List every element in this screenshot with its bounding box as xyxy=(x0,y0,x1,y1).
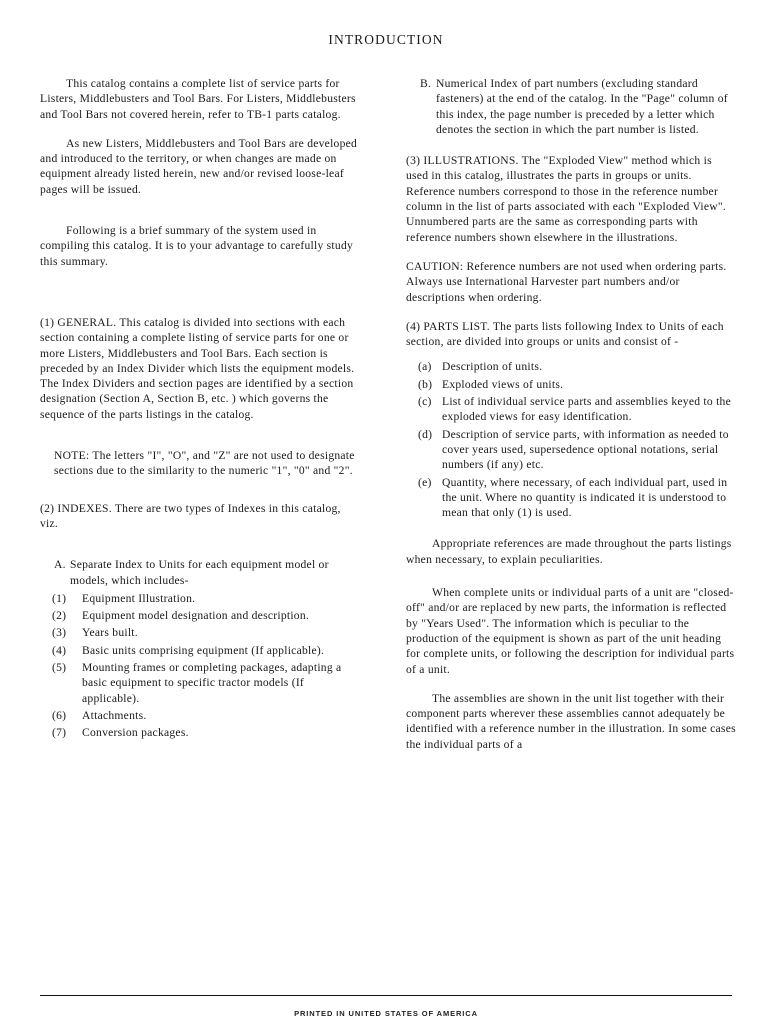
index-item-b-marker: B. xyxy=(420,77,432,90)
list-item-number: (e) xyxy=(418,475,432,489)
index-item-b xyxy=(406,76,736,137)
caution-note: CAUTION: Reference numbers are not used when ordering parts. Always use International Harvester part numbers and/or descriptions when ordering. xyxy=(406,259,727,304)
list-item xyxy=(406,377,736,392)
list-item-text: Years built. xyxy=(82,626,138,640)
list-item xyxy=(406,475,736,521)
right-column xyxy=(406,76,736,766)
list-item xyxy=(406,359,736,374)
list-item-number: (1) xyxy=(52,591,67,605)
list-item-text: Basic units comprising equipment (If applicable). xyxy=(82,643,325,657)
list-item-number: (b) xyxy=(418,377,433,391)
list-item xyxy=(406,394,736,425)
list-item-text: List of individual service parts and assemblies keyed to the exploded views for easy identification. xyxy=(442,395,731,424)
index-item-a-text: Separate Index to Units for each equipment model or models, which includes- xyxy=(70,558,329,587)
index-item-b-text: Numerical Index of part numbers (excluding standard fasteners) at the end of the catalog. In the "Page" column of this index, the page number is preceded by a letter which denotes the section in which the part number is listed. xyxy=(436,77,728,136)
note-block xyxy=(54,448,360,479)
list-item-number: (a) xyxy=(418,360,432,374)
list-item xyxy=(40,708,360,723)
paragraph-intro-3: Following is a brief summary of the system used in compiling this catalog. It is to your advantage to carefully study this summary. xyxy=(40,224,354,268)
list-item-text: Mounting frames or completing packages, adapting a basic equipment to specific tractor models (If applicable). xyxy=(82,661,342,705)
list-item-text: Description of units. xyxy=(442,360,543,374)
list-item xyxy=(40,643,360,658)
footer-note: PRINTED IN UNITED STATES OF AMERICA xyxy=(294,1009,478,1018)
list-item-number: (d) xyxy=(418,427,433,441)
section-parts-list: (4) PARTS LIST. The parts lists following Index to Units of each section, are divided into groups or units and consist of - xyxy=(406,319,724,349)
note-text: NOTE: The letters "I", "O", and "Z" are not used to designate sections due to the similarity to the numeric "1", "0" and "2". xyxy=(54,449,355,478)
list-item-text: Equipment Illustration. xyxy=(82,591,196,605)
list-item-text: Attachments. xyxy=(82,708,147,722)
index-item-a-marker: A. xyxy=(54,558,66,572)
paragraph-appropriate-references: Appropriate references are made throughout the parts listings when necessary, to explain peculiarities. xyxy=(406,537,732,566)
footer-divider xyxy=(40,995,732,996)
list-item-text: Exploded views of units. xyxy=(442,377,564,391)
left-column xyxy=(40,76,360,766)
list-item-text: Description of service parts, with information as needed to cover years used, supersedence optional notations, serial numbers (if any) etc. xyxy=(442,427,729,472)
list-item xyxy=(40,625,360,640)
list-item-number: (4) xyxy=(52,643,67,657)
list-item-number: (6) xyxy=(52,708,67,722)
list-item-number: (7) xyxy=(52,726,67,740)
list-item-number: (2) xyxy=(52,609,67,623)
page-title: INTRODUCTION xyxy=(328,32,444,47)
section-indexes: (2) INDEXES. There are two types of Indexes in this catalog, viz. xyxy=(40,501,341,530)
paragraph-intro-2: As new Listers, Middlebusters and Tool Bars are developed and introduced to the territory, or when changes are made on equipment already listed herein, new and/or revised loose-leaf pages will be issued. xyxy=(40,136,358,196)
list-item xyxy=(406,427,736,473)
list-item-number: (3) xyxy=(52,626,67,640)
list-item-text: Equipment model designation and description. xyxy=(82,609,310,623)
paragraph-intro-1: This catalog contains a complete list of service parts for Listers, Middlebusters and Tool Bars. For Listers, Middlebusters and Tool Bars not covered herein, refer to TB-1 parts catalog. xyxy=(40,77,356,121)
list-item xyxy=(40,591,360,606)
list-item-number: (5) xyxy=(52,661,67,675)
index-item-a-sublist xyxy=(40,591,360,741)
list-item xyxy=(40,725,360,740)
list-item-text: Quantity, where necessary, of each individual part, used in the unit. Where no quantity is indicated it is understood to mean that only (1) is used. xyxy=(442,475,728,520)
paragraph-assemblies: The assemblies are shown in the unit list together with their component parts wherever these assemblies cannot adequately be identified with a reference number in the illustration. In some cases the individual parts of a xyxy=(406,691,736,751)
two-column-body xyxy=(0,76,772,766)
list-item-number: (c) xyxy=(418,395,432,409)
index-item-a xyxy=(40,557,360,588)
document-page xyxy=(0,32,772,1032)
section-general: (1) GENERAL. This catalog is divided into sections with each section containing a complete listing of service parts for one or more Listers, Middlebusters and Tool Bars. Each section is preceded by an Index Divider which lists the equipment models. The Index Dividers and section pages are identified by a section designation (Section A, Section B, etc. ) which governs the sequence of the parts listings in the catalog. xyxy=(40,315,355,421)
list-item xyxy=(40,608,360,623)
section-illustrations: (3) ILLUSTRATIONS. The "Exploded View" method which is used in this catalog, illustrates the parts in groups or units. Reference numbers correspond to those in the reference number column in the list of parts associated with each "Exploded View". Unnumbered parts are the same as corresponding parts with reference numbers shown elsewhere in the illustrations. xyxy=(406,154,727,244)
parts-list-sublist xyxy=(406,359,736,520)
paragraph-complete-units: When complete units or individual parts of a unit are "closed-off" and/or are replaced by new parts, the information is reflected by "Years Used". The information which is peculiar to the production of the equipment is shown as part of the unit heading for complete units, or following the description for individual parts of a unit. xyxy=(406,586,735,676)
list-item-text: Conversion packages. xyxy=(82,726,189,740)
list-item xyxy=(40,660,360,706)
